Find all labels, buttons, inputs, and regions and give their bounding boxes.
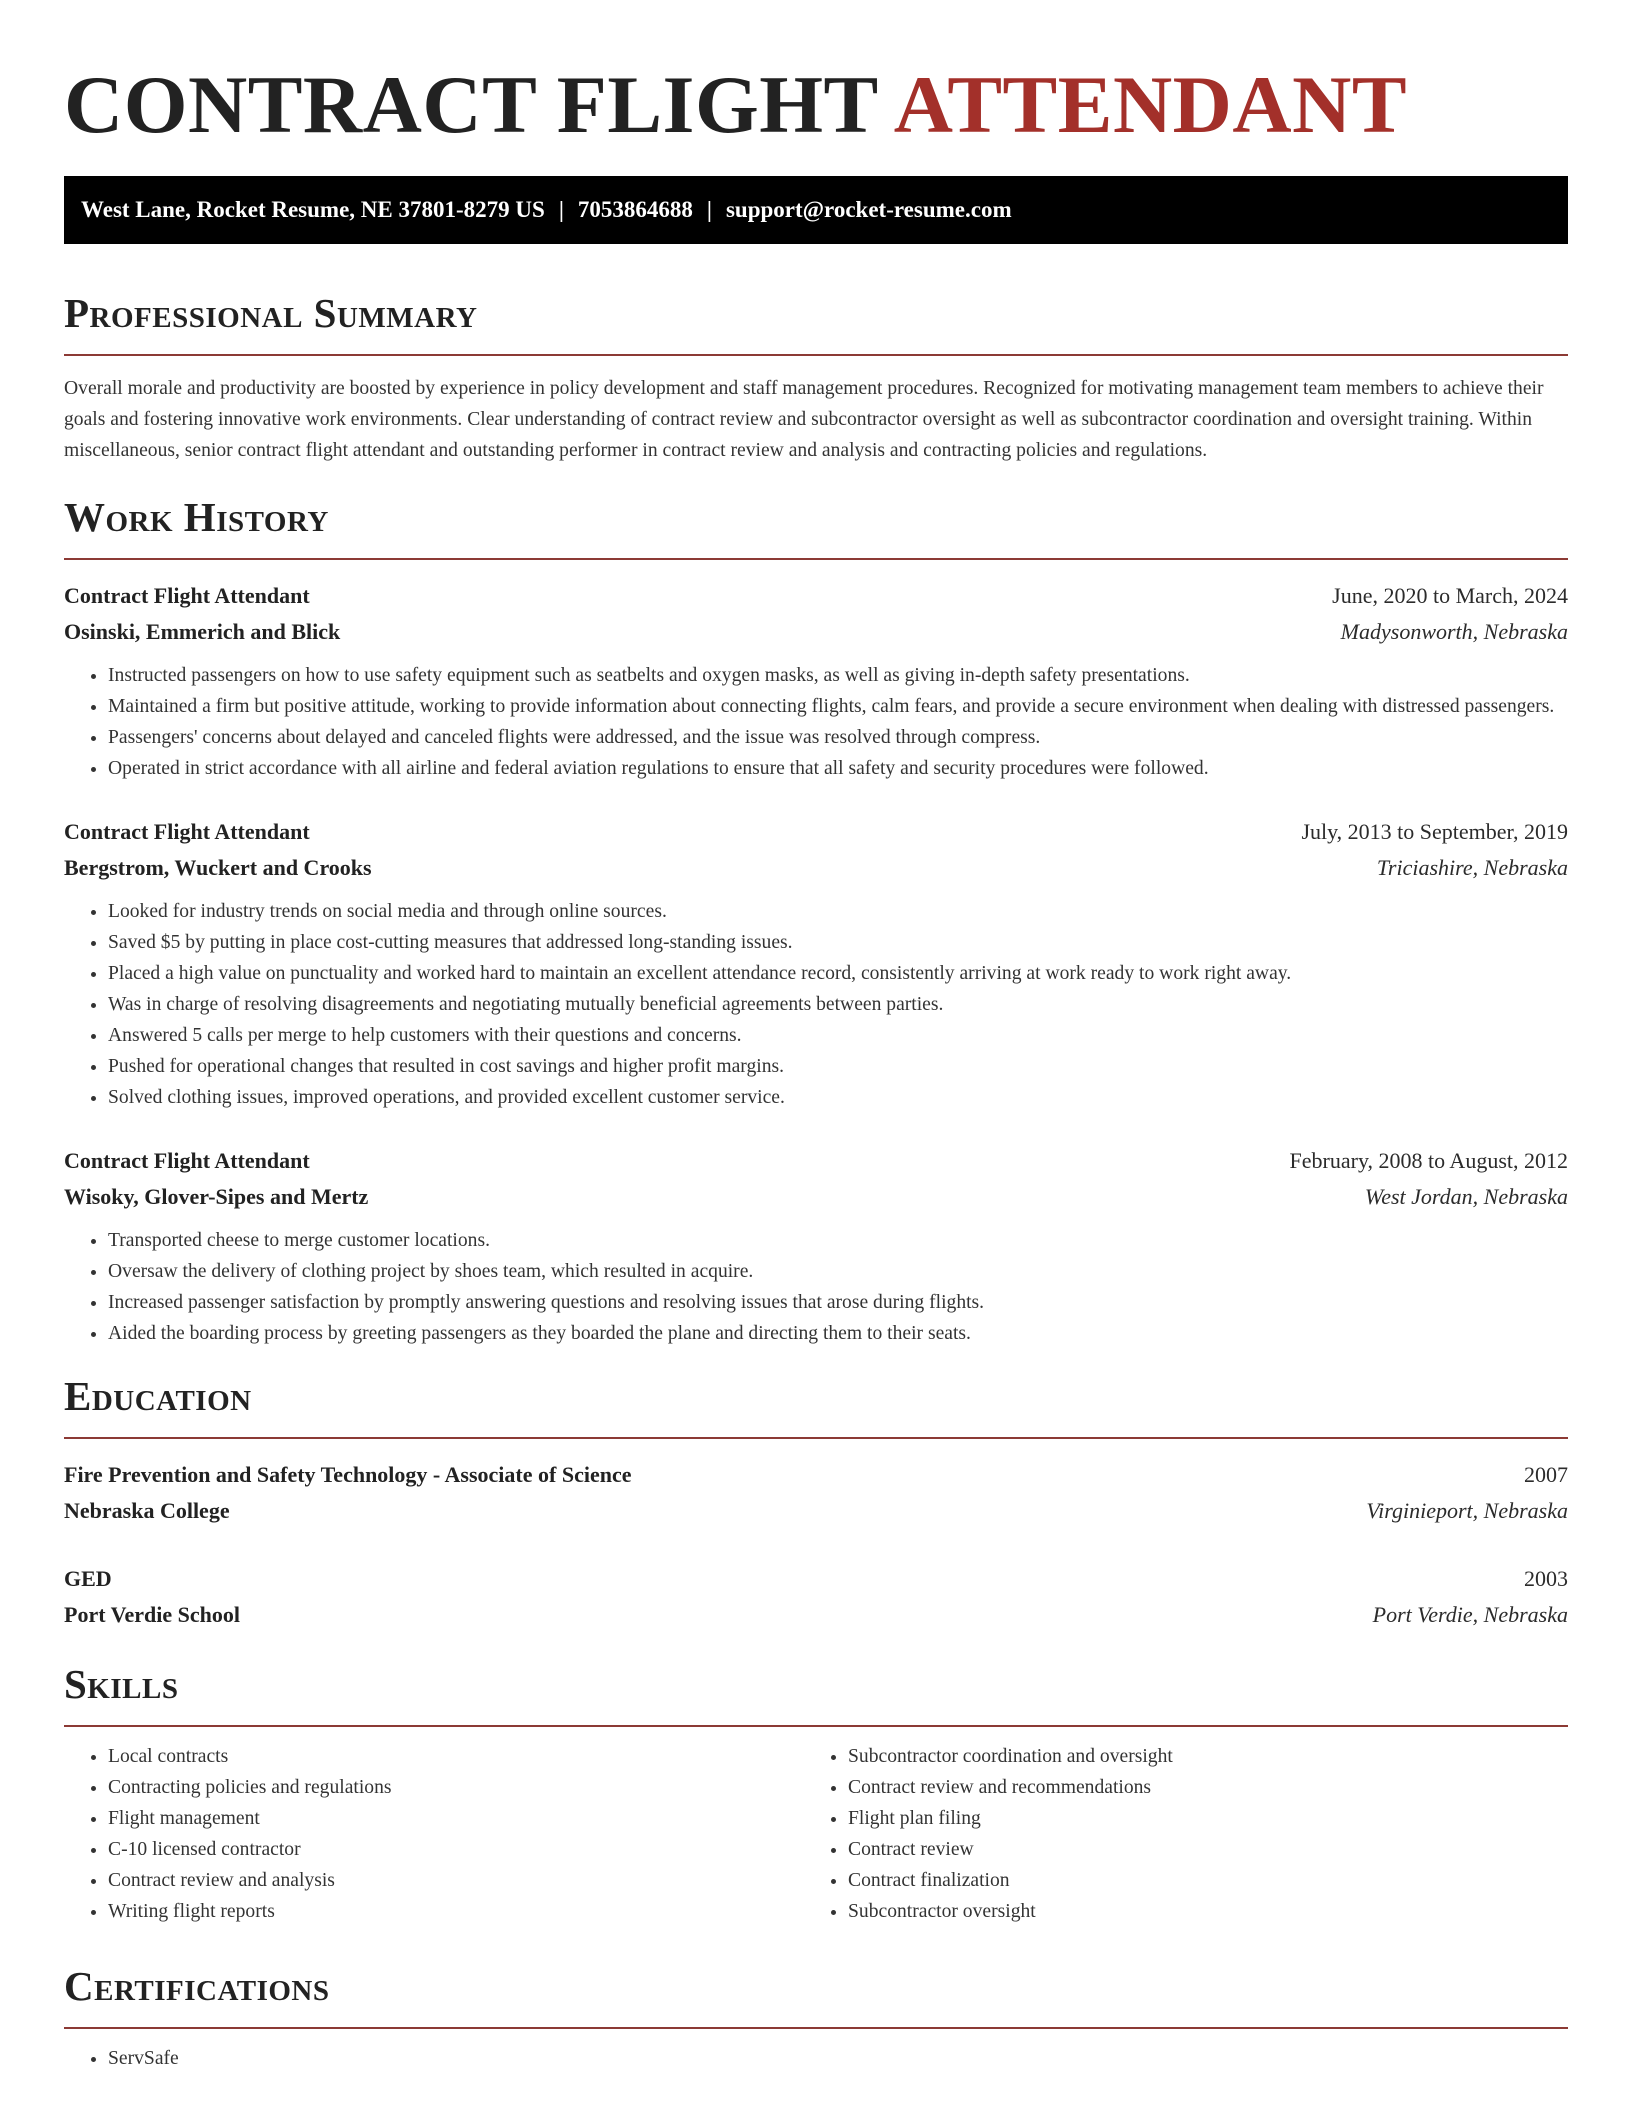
job-position: Contract Flight Attendant: [64, 819, 310, 844]
job-bullet: • Oversaw the delivery of clothing project by shoes team, which resulted in acquire.: [108, 1256, 1568, 1287]
education-year: 2003: [1524, 1566, 1568, 1591]
skill-item: • Contract review: [848, 1834, 1544, 1865]
job-dates: February, 2008 to August, 2012: [1289, 1148, 1568, 1173]
contact-address: West Lane, Rocket Resume, NE 37801-8279 US: [81, 197, 545, 222]
job-bullet: • Passengers' concerns about delayed and canceled flights were addressed, and the issue was resolved through compress.: [108, 722, 1568, 753]
contact-phone: 7053864688: [577, 197, 693, 222]
section-title-summary: Professional Summary: [64, 290, 478, 336]
job-bullet: • Aided the boarding process by greeting passengers as they boarded the plane and directing them to their seats.: [108, 1318, 1568, 1349]
skill-item: • Local contracts: [108, 1741, 804, 1772]
summary-section: [64, 288, 1568, 466]
education-section: [64, 1371, 1568, 1633]
education-degree: Fire Prevention and Safety Technology - Associate of Science: [64, 1462, 632, 1487]
education-entry: [64, 1457, 1568, 1529]
certification-item: • ServSafe: [108, 2043, 1568, 2074]
job-bullet: • Operated in strict accordance with all airline and federal aviation regulations to ensure that all safety and security procedures were followed.: [108, 753, 1568, 784]
section-title-certifications: Certifications: [64, 1963, 330, 2009]
skill-item: • Subcontractor oversight: [848, 1896, 1544, 1927]
job-position: Contract Flight Attendant: [64, 583, 310, 608]
job-company: Bergstrom, Wuckert and Crooks: [64, 855, 372, 880]
job-bullet: • Maintained a firm but positive attitude, working to provide information about connecting flights, calm fears, and provide a secure environment when dealing with distressed passengers.: [108, 691, 1568, 722]
resume-name: [64, 0, 1568, 154]
section-title-skills: Skills: [64, 1661, 179, 1707]
job-bullets: [64, 660, 1568, 784]
skills-section: [64, 1659, 1568, 1927]
job-company: Wisoky, Glover-Sipes and Mertz: [64, 1184, 369, 1209]
job-dates: June, 2020 to March, 2024: [1332, 583, 1568, 608]
job-position: Contract Flight Attendant: [64, 1148, 310, 1173]
education-year: 2007: [1524, 1462, 1568, 1487]
job-bullets: [64, 896, 1568, 1113]
section-title-work-history: Work History: [64, 494, 329, 540]
section-divider: [64, 558, 1568, 560]
contact-separator: |: [706, 197, 712, 222]
job-company: Osinski, Emmerich and Blick: [64, 619, 341, 644]
education-degree: GED: [64, 1566, 112, 1591]
certifications-section: [64, 1961, 1568, 2074]
skill-item: • Contract review and recommendations: [848, 1772, 1544, 1803]
job-bullet: • Increased passenger satisfaction by promptly answering questions and resolving issues that arose during flights.: [108, 1287, 1568, 1318]
skill-item: • C-10 licensed contractor: [108, 1834, 804, 1865]
section-divider: [64, 354, 1568, 356]
job-bullet: • Looked for industry trends on social media and through online sources.: [108, 896, 1568, 927]
job-bullet: • Was in charge of resolving disagreements and negotiating mutually beneficial agreements between parties.: [108, 989, 1568, 1020]
contact-email[interactable]: support@rocket-resume.com: [725, 197, 1012, 222]
skill-item: • Flight management: [108, 1803, 804, 1834]
education-location: Port Verdie, Nebraska: [1372, 1602, 1568, 1627]
job-bullet: • Placed a high value on punctuality and worked hard to maintain an excellent attendance record, consistently arriving at work ready to work right away.: [108, 958, 1568, 989]
summary-text: Overall morale and productivity are boosted by experience in policy development and staff management procedures. Recognized for motivating management team members to achieve their goals and fostering innovative work environments. Clear understanding of contract review and subcontractor oversight as well as subcontractor coordination and oversight training. Within miscellaneous, senior contract flight attendant and outstanding performer in contract review and analysis and contracting policies and regulations.: [64, 378, 1544, 461]
job-location: West Jordan, Nebraska: [1364, 1184, 1568, 1209]
education-school: Nebraska College: [64, 1498, 230, 1523]
work-history-section: [64, 492, 1568, 1349]
job-location: Madysonworth, Nebraska: [1340, 619, 1568, 644]
job-bullet: • Transported cheese to merge customer locations.: [108, 1225, 1568, 1256]
skill-item: • Flight plan filing: [848, 1803, 1544, 1834]
job-entry: [64, 814, 1568, 1113]
skill-item: • Contract finalization: [848, 1865, 1544, 1896]
section-divider: [64, 1725, 1568, 1727]
contact-bar: [64, 176, 1568, 244]
job-bullet: • Saved $5 by putting in place cost-cutting measures that addressed long-standing issues.: [108, 927, 1568, 958]
job-bullet: • Solved clothing issues, improved operations, and provided excellent customer service.: [108, 1082, 1568, 1113]
job-entry: [64, 578, 1568, 784]
skill-item: • Writing flight reports: [108, 1896, 804, 1927]
job-bullets: [64, 1225, 1568, 1349]
name-accent: ATTENDANT: [893, 59, 1408, 150]
education-entry: [64, 1561, 1568, 1633]
job-dates: July, 2013 to September, 2019: [1301, 819, 1568, 844]
job-bullet: • Answered 5 calls per merge to help customers with their questions and concerns.: [108, 1020, 1568, 1051]
education-location: Virginieport, Nebraska: [1366, 1498, 1568, 1523]
skill-item: • Contract review and analysis: [108, 1865, 804, 1896]
job-location: Triciashire, Nebraska: [1376, 855, 1568, 880]
skills-list-right: [804, 1741, 1544, 1927]
name-main: CONTRACT FLIGHT: [64, 59, 878, 150]
skills-columns: [64, 1741, 1568, 1927]
contact-separator: |: [558, 197, 564, 222]
job-entry: [64, 1143, 1568, 1349]
skills-list-left: [64, 1741, 804, 1927]
resume-content: [64, 0, 1568, 2074]
certifications-list: [64, 2043, 1568, 2074]
section-divider: [64, 2027, 1568, 2029]
skill-item: • Contracting policies and regulations: [108, 1772, 804, 1803]
skill-item: • Subcontractor coordination and oversight: [848, 1741, 1544, 1772]
education-school: Port Verdie School: [64, 1602, 240, 1627]
section-title-education: Education: [64, 1373, 252, 1419]
job-bullet: • Pushed for operational changes that resulted in cost savings and higher profit margins.: [108, 1051, 1568, 1082]
section-divider: [64, 1437, 1568, 1439]
job-bullet: • Instructed passengers on how to use safety equipment such as seatbelts and oxygen masks, as well as giving in-depth safety presentations.: [108, 660, 1568, 691]
